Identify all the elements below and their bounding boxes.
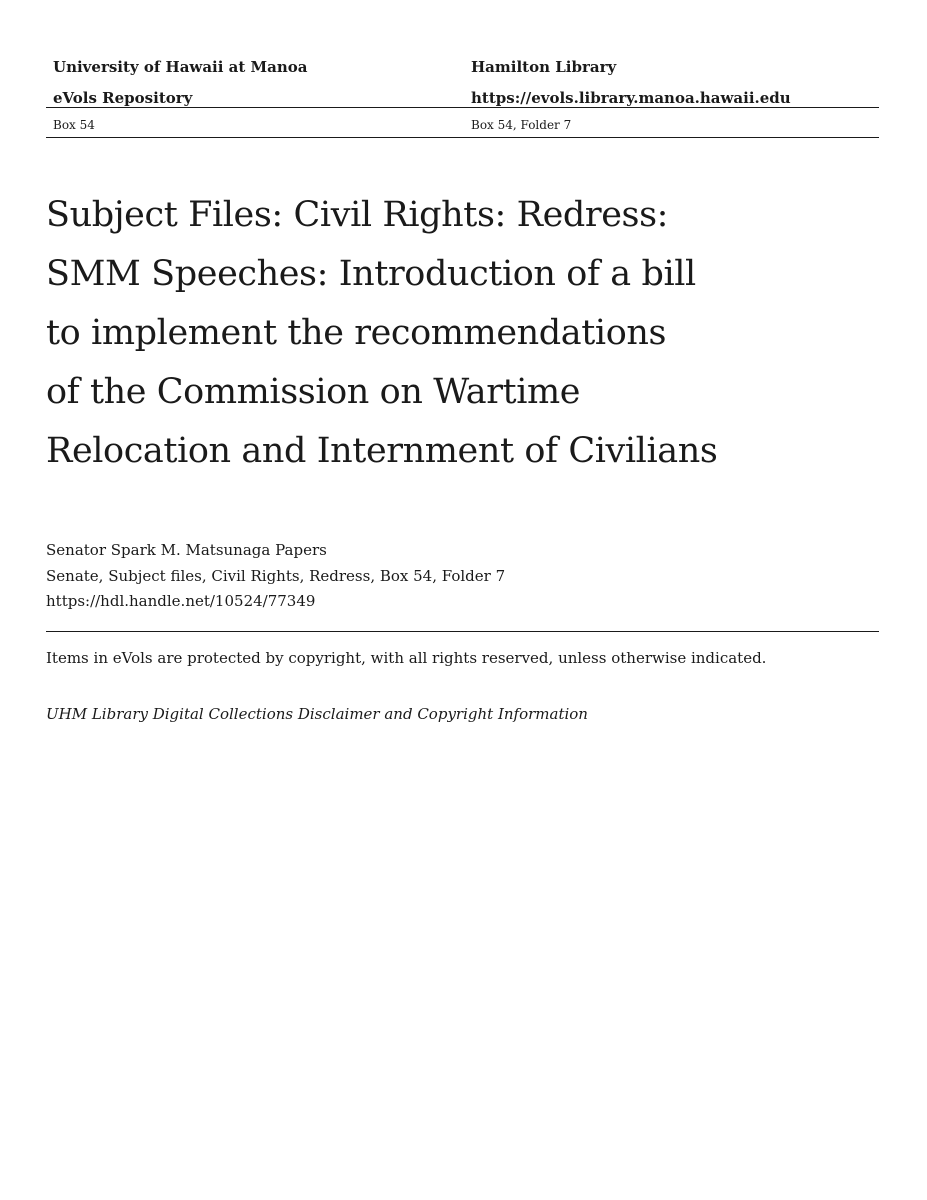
repository-url[interactable]: https://evols.library.manoa.hawaii.edu: [471, 89, 791, 107]
title-line: to implement the recommendations: [46, 313, 667, 353]
header-right: [471, 52, 791, 114]
title-line: of the Commission on Wartime: [46, 372, 581, 412]
box-folder-label: Box 54, Folder 7: [471, 118, 572, 132]
metadata-divider: [46, 631, 879, 632]
box-divider: [46, 137, 879, 138]
repository-name: eVols Repository: [53, 89, 193, 107]
box-label: Box 54: [53, 118, 95, 132]
rights-statement: Items in eVols are protected by copyright, with all rights reserved, unless otherwise indicated.: [46, 649, 767, 667]
library-name: Hamilton Library: [471, 58, 617, 76]
document-title: [46, 186, 846, 481]
institution-name: University of Hawaii at Manoa: [53, 58, 308, 76]
collection-name: Senator Spark M. Matsunaga Papers: [46, 541, 327, 559]
document-metadata: [46, 538, 879, 615]
title-line: Relocation and Internment of Civilians: [46, 431, 718, 471]
collection-path: Senate, Subject files, Civil Rights, Redress, Box 54, Folder 7: [46, 566, 506, 585]
disclaimer-link[interactable]: UHM Library Digital Collections Disclaimer and Copyright Information: [46, 705, 588, 723]
header-left: [53, 52, 308, 114]
header-divider: [46, 107, 879, 108]
title-line: Subject Files: Civil Rights: Redress:: [46, 195, 669, 235]
title-line: SMM Speeches: Introduction of a bill: [46, 254, 696, 294]
handle-link[interactable]: https://hdl.handle.net/10524/77349: [46, 592, 316, 610]
